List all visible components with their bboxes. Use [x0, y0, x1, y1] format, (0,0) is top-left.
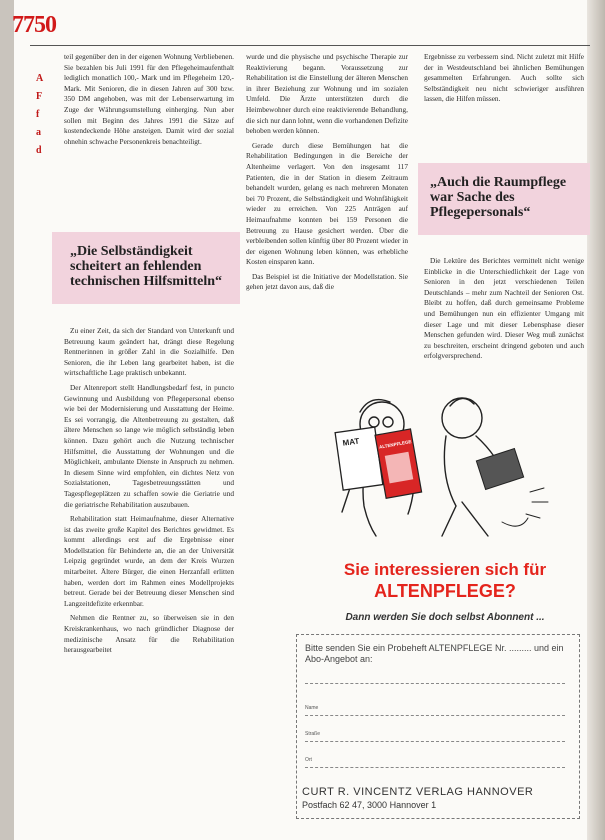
pull-quote-heading: „Auch die Raumpflege war Sache des Pflegepersonals“ [430, 175, 567, 220]
paragraph: Zu einer Zeit, da sich der Standard von Unterkunft und Betreuung kaum geändert hat, drängt diese Regelung Rentnerinnen in größer Zahl in die Sozialhilfe. Den Senioren, die ihr Leben lang gearbeitet haben, ist die wirtschaftliche Lage praktisch unbekannt. [64, 326, 234, 378]
pull-quote-heading: „Die Selbständigkeit scheitert an fehlenden technischen Hilfsmitteln“ [70, 244, 223, 289]
coupon-text: Bitte senden Sie ein Probeheft ALTENPFLEGE Nr. ......... und ein Abo-Angebot an: [305, 643, 564, 664]
street-field[interactable] [305, 741, 565, 742]
publisher-address: Postfach 62 47, 3000 Hannover 1 [302, 800, 437, 810]
column-1-intro [64, 52, 234, 151]
column-2-body [246, 52, 408, 378]
paragraph: Nehmen die Rentner zu, so überweisen sie in den Kreiskrankenhaus, wo nach gründlicher Diagnose der medizinische Ansatz für die Rehabilitation herausgearbeitet [64, 613, 234, 655]
edge-letter: F [36, 91, 43, 102]
edge-letter: a [36, 127, 41, 138]
field-label-name: Name [305, 705, 319, 711]
pull-quote-box-1 [52, 232, 240, 304]
header-rule [30, 45, 590, 46]
edge-letter: A [36, 73, 44, 84]
field-label-street: Straße [305, 731, 321, 737]
publisher-name: CURT R. VINCENTZ VERLAG HANNOVER [302, 786, 534, 798]
page-binding-edge [0, 0, 14, 840]
ad-headline: Sie interessieren sich für [343, 560, 547, 579]
cartoon-illustration [312, 382, 562, 552]
paragraph: Rehabilitation statt Heimaufnahme, dieser Alternative ist das zweite große Kapitel des Berichtes gewidmet. Es kommt allerdings erst auf die Ergebnisse einer Modellstation für Behinderte an, die an der Universität Leipzig gegründet wurde, an dem der Kreis Wurzen mitarbeitet. Ältere Bürger, die einen Herzanfall erlitten haben, werden dort im Rahmen eines Modellprojekts betreut. Gerade bei der Betreuung dieser Menschen sind Langzeitdefizite erkennbar. [64, 514, 234, 608]
paragraph: teil gegenüber den in der eigenen Wohnung Verbliebenen. Sie bezahlen bis Juli 1991 für den Pflegeheimaufenthalt lediglich monatlich 100,- Mark und im Pflegeheim 120,- Mark. Mit Senioren, die in diesen Jahren auf 300 bzw. 350 DM angehoben, was mit der Lebenserwartung im Zuge der Währungsumstellung einherging. Nun aber sollen mit Beginn des Jahres 1991 die Sätze auf kostendeckende Höhe ansteigen. Damit wird der sozial ohnehin schwache Personenkreis benachteiligt. [64, 52, 234, 146]
magazine-label: ALTENPFLEGE [378, 439, 412, 450]
paragraph: Die Lektüre des Berichtes vermittelt nicht wenige Einblicke in die Unterschiedlichkeit der Lage von Senioren in den jetzt verschiedenen Teilen Deutschlands – mehr zum Nachteil der Senioren Ost. Bleibt zu hoffen, daß durch gemeinsame Probleme und Bemühungen nun ein effizienter Umgang mit dieser Lage und mit dieser Lebensphase dieser Menschen gefunden wird. Dieser Weg muß zunächst zu beschreiten, erscheint dringend geboten und auch erfolgversprechend. [424, 256, 584, 361]
city-field[interactable] [305, 767, 565, 768]
edge-letters [36, 70, 48, 160]
page-right-edge [587, 0, 605, 840]
column-1-body [64, 326, 234, 826]
page-number: 7750 [12, 12, 56, 38]
field-label-city: Ort [305, 757, 312, 763]
edge-letter: f [36, 109, 40, 120]
book-label: MAT [342, 436, 360, 448]
column-3-body [424, 256, 584, 376]
name-field[interactable] [305, 715, 565, 716]
paragraph: wurde und die physische und psychische Therapie zur Reaktivierung begann. Voraussetzung zur Rehabilitation ist die Einstellung der älteren Menschen in ihrer Beziehung zur Wohnung und im sozialen Umfeld. Die Ärzte unterstützten durch die Heimbewohner durch eine reaktivierende Behandlung, die sich nur dann lohnt, wenn die vorhandenen Defizite behoben werden können. [246, 52, 408, 136]
paragraph: Das Beispiel ist die Initiative der Modellstation. Sie gehen jetzt davon aus, daß die [246, 271, 408, 292]
column-3-intro [424, 52, 584, 152]
ad-headline-magazine: ALTENPFLEGE? [374, 581, 516, 601]
pull-quote-box-2 [418, 163, 590, 235]
ad-subline: Dann werden Sie doch selbst Abonnent ... [345, 612, 545, 623]
edge-letter: d [36, 145, 42, 156]
figure-head-right [442, 398, 482, 438]
paragraph: Der Altenreport stellt Handlungsbedarf fest, in puncto Gewinnung und Ausbildung von Pflegepersonal ebenso wie bei der Modernisierung und Ausstattung der Heime. Es sei vorrangig, die Altenbetreuung zu gestalten, daß ältere Menschen so lange wie möglich selbständig leben können. Dazu gehört auch die Nutzung technischer Hilfsmittel, die Ausstattung der Wohnungen und die Möglichkeit, ambulante Dienste in Anspruch zu nehmen. In diesem Sinne wird empfohlen, ein dichtes Netz von Sozialstationen, Tagesbetreuungsstätten und Tagespflegeplätzen zu schaffen sowie die Geriatrie und die geriatrische Rehabilitation auszubauen. [64, 382, 234, 509]
paragraph: Gerade durch diese Bemühungen hat die Rehabilitation Bedingungen in die Bereiche der Altenheime verlagert. Von den insgesamt 117 Patienten, die in der Station in diesem Zeitraum behandelt wurden, gelang es nach mehreren Monaten bei 70 Prozent, die Selbständigkeit und Wohnfähigkeit wieder zu erreichen. Von 225 Anträgen auf Heimaufnahme konnten bei 159 Personen die Betreuung zu Hause gesichert werden. Über die verbleibenden sollen künftig über 80 Prozent wieder in der eigenen Wohnung leben können, was erhebliche Kosten einsparen kann. [246, 140, 408, 267]
tablet-shape [476, 449, 523, 490]
coupon-blank-line [305, 683, 565, 684]
paragraph: Ergebnisse zu verbessern sind. Nicht zuletzt mit Hilfe der in Westdeutschland bei ähnlichen Bemühungen gesammelten Erfahrungen. Auch sollte sich Selbständigkeit neu nicht schwieriger ausführen lassen, die Hilfen müssen. [424, 52, 584, 104]
